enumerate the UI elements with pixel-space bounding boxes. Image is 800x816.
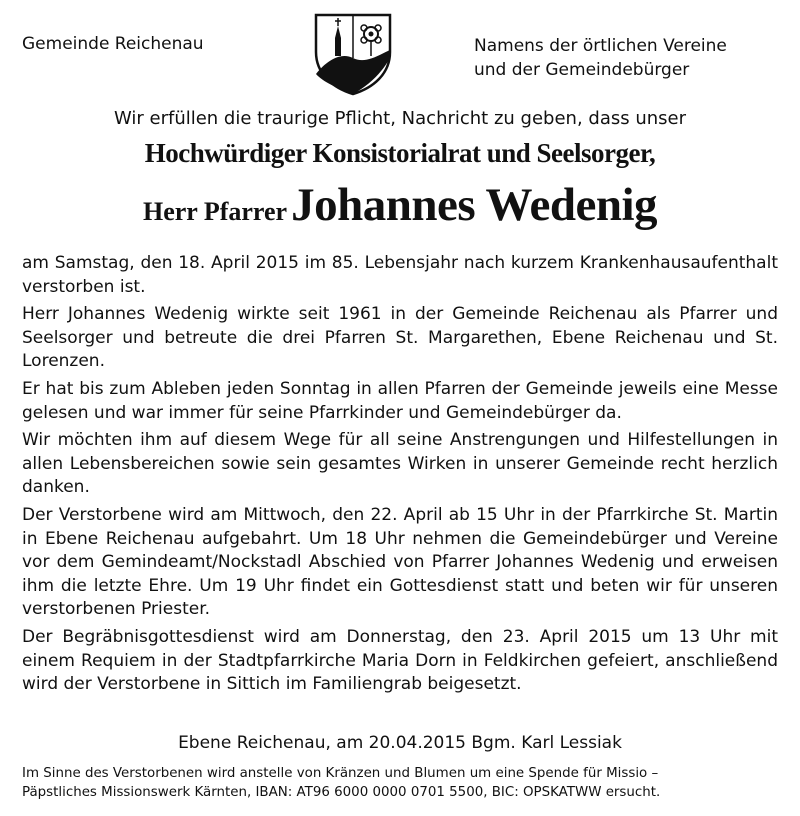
deceased-name: Johannes Wedenig	[291, 179, 658, 231]
donation-note-line-2: Päpstliches Missionswerk Kärnten, IBAN: AT96 6000 0000 0701 5500, BIC: OPSKATWW ersucht.	[22, 785, 661, 800]
municipality-name: Gemeinde Reichenau	[22, 34, 204, 54]
paragraph-death-notice: am Samstag, den 18. April 2015 im 85. Lebensjahr nach kurzem Krankenhausaufenthalt verstorben ist.	[22, 253, 778, 297]
paragraph-funeral: Der Begräbnisgottesdienst wird am Donnerstag, den 23. April 2015 um 13 Uhr mit einem Requiem in der Stadtpfarrkirche Maria Dorn in Feldkirchen gefeiert, anschließend wird der Verstorbene in Sittich im Familiengrab beigesetzt.	[22, 626, 778, 695]
paragraph-thanks: Wir möchten ihm auf diesem Wege für all seine Anstrengungen und Hilfestellungen in allen Lebensbereichen sowie sein gesamtes Wirken in unserer Gemeinde recht herzlich danken.	[22, 430, 778, 498]
paragraph-career: Herr Johannes Wedenig wirkte seit 1961 in der Gemeinde Reichenau als Pfarrer und Seelsorger und betreute die drei Pfarren St. Margarethen, Ebene Reichenau und St. Lorenzen.	[22, 304, 778, 372]
associations-line-1: Namens der örtlichen Vereine	[474, 36, 727, 56]
obituary-body	[22, 252, 778, 701]
deceased-title: Hochwürdiger Konsistorialrat und Seelsorger,	[144, 138, 656, 168]
deceased-name-line	[0, 178, 800, 232]
associations-note	[474, 34, 727, 82]
name-prefix: Herr Pfarrer	[142, 197, 288, 226]
signature-line: Ebene Reichenau, am 20.04.2015 Bgm. Karl Lessiak	[178, 733, 622, 753]
intro-sentence: Wir erfüllen die traurige Pflicht, Nachricht zu geben, dass unser	[113, 108, 686, 129]
donation-note-line-1: Im Sinne des Verstorbenen wird anstelle von Kränzen und Blumen um eine Spende für Missio –	[22, 766, 659, 781]
coat-of-arms-icon	[313, 12, 393, 96]
paragraph-mass: Er hat bis zum Ableben jeden Sonntag in allen Pfarren der Gemeinde jeweils eine Messe gelesen und war immer für seine Pfarrkinder und Gemeindebürger da.	[22, 378, 778, 423]
associations-line-2: und der Gemeindebürger	[474, 60, 690, 80]
paragraph-viewing: Der Verstorbene wird am Mittwoch, den 22. April ab 15 Uhr in der Pfarrkirche St. Martin in Ebene Reichenau aufgebahrt. Um 18 Uhr nehmen die Gemeindebürger und Vereine vor dem Gemindeamt/Nockstadl Abschied von Pfarrer Johannes Wedenig und erweisen ihm die letzte Ehre. Um 19 Uhr findet ein Gottesdienst statt und beten wir für unseren verstorbenen Priester.	[22, 504, 778, 620]
donation-note	[22, 764, 782, 802]
